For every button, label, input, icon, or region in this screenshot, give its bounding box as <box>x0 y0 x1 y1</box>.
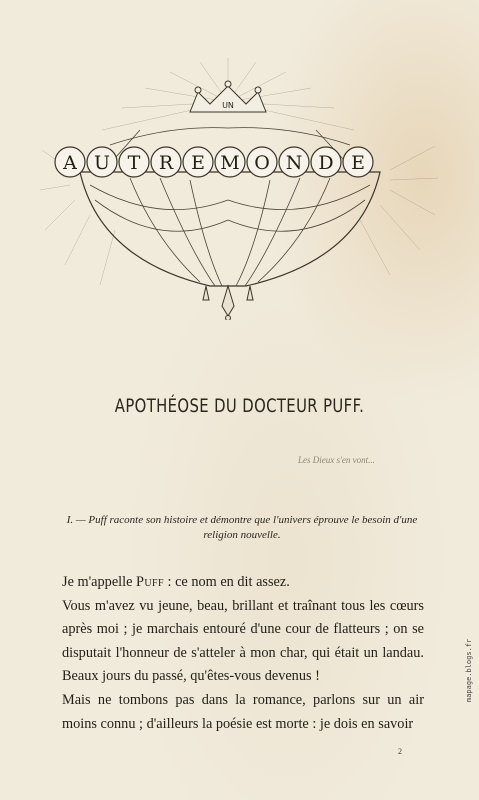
paragraph-text: Je m'appelle <box>62 574 137 590</box>
medallion-letter: E <box>351 152 365 174</box>
paragraph: Mais ne tombons pas dans la romance, parlons sur un air moins connu ; d'ailleurs la poésie est morte : je dois en savoir <box>62 691 424 732</box>
basket-outline <box>80 172 380 286</box>
medallion-letter: O <box>254 152 270 174</box>
medallion-letter: T <box>127 152 141 174</box>
chandelier-illustration <box>40 50 440 320</box>
chapter-title: APOTHÉOSE DU DOCTEUR PUFF. <box>114 395 365 417</box>
character-name: Puff <box>136 574 164 590</box>
medallion-letter: D <box>318 152 334 174</box>
page-number: 2 <box>398 747 402 756</box>
medallion-letter: A <box>63 152 77 174</box>
medallion-letter: M <box>220 152 240 174</box>
watermark: mapage.blogs.fr <box>465 638 473 702</box>
pendant-ornaments <box>203 286 253 320</box>
medallion-letter: N <box>285 152 303 174</box>
medallion-letter: E <box>191 152 205 174</box>
medallion-letter: R <box>158 152 174 174</box>
paragraph: Vous m'avez vu jeune, beau, brillant et traînant tous les cœurs après moi ; je marchais entouré d'une cour de flatteurs ; on se disputait l'honneur de s'atteler à mon char, qui était un landau. Beaux jours du passé, qu'êtes-vous devenus ! <box>62 597 424 685</box>
medallion-letter: U <box>93 152 111 174</box>
crown-word: UN <box>222 101 234 110</box>
paragraph <box>62 571 424 595</box>
chapter-summary: I. — Puff raconte son histoire et démontre que l'univers éprouve le besoin d'une religion nouvelle. <box>66 514 418 541</box>
body-text <box>62 571 424 736</box>
epigraph: Les Dieux s'en vont... <box>298 455 375 465</box>
paragraph-text: : ce nom en dit assez. <box>163 574 290 590</box>
